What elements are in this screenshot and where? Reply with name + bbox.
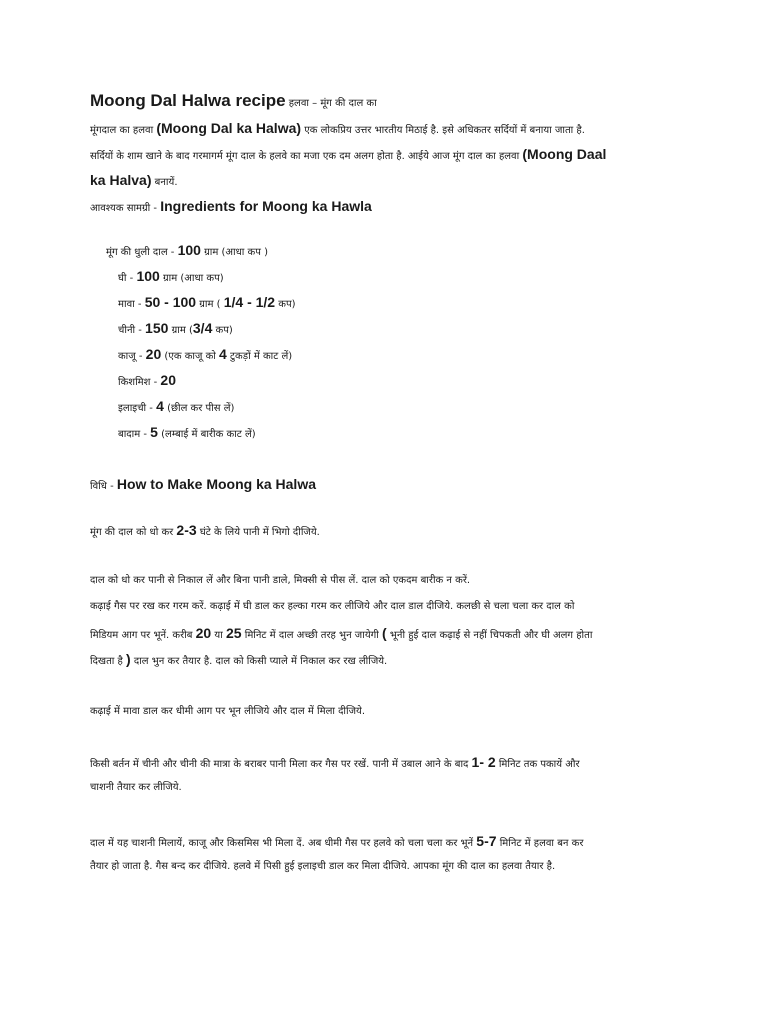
ingredient-unit: कप) (275, 299, 296, 310)
method-text: मिडियम आग पर भूनें. करीब (90, 630, 196, 641)
intro-line-1 (90, 121, 585, 138)
ingredient-qty: 3/4 (192, 320, 213, 336)
method-paren: ( (382, 625, 387, 641)
method-number: 2-3 (176, 522, 197, 538)
method-step-3-cont (90, 626, 592, 643)
method-step-3 (90, 600, 574, 614)
method-step-6 (90, 834, 583, 851)
ingredient-qty: 5 (150, 424, 158, 440)
ingredient-qty: 100 (136, 268, 160, 284)
ingredient-name: चीनी - (118, 325, 146, 336)
intro-english: (Moong Dal ka Halwa) (156, 120, 302, 136)
ingredient-item (118, 269, 224, 286)
ingredient-qty: 150 (145, 320, 169, 336)
method-text: कढ़ाई गैस पर रख कर गरम करें. कढ़ाई में घी डाल कर हल्का गरम कर लीजिये और दाल डाल दीजिये. कलछी से चला चला कर दाल को (90, 601, 575, 612)
method-text: मिनिट तक पकायें और (495, 759, 580, 770)
method-text: किसी बर्तन में चीनी और चीनी की मात्रा के बराबर पानी मिला कर गैस पर रखें. पानी में उबाल आने के बाद (90, 759, 472, 770)
method-text: मिनिट में हलवा बन कर (496, 838, 584, 849)
ingredient-item (118, 347, 292, 364)
ingredient-unit: ग्राम (आधा कप ) (200, 247, 269, 258)
method-step-1 (90, 523, 320, 540)
ingredient-item (118, 399, 234, 416)
method-text: कढ़ाई में मावा डाल कर धीमी आग पर भून लीजिये और दाल में मिला दीजिये. (90, 706, 366, 717)
ingredients-heading-hindi: आवश्यक सामग्री - (90, 203, 161, 214)
ingredient-qty: 4 (219, 346, 227, 362)
intro-english: ka Halva) (90, 172, 152, 188)
ingredient-name: मावा - (118, 299, 145, 310)
ingredient-unit: ग्राम (आधा कप) (159, 273, 224, 284)
ingredient-item (118, 425, 256, 442)
method-number: 20 (195, 625, 212, 641)
ingredient-item (106, 243, 268, 260)
intro-text: मूंगदाल का हलवा (90, 125, 157, 136)
ingredient-unit: (एक काजू को (161, 351, 220, 362)
intro-english: (Moong Daal (522, 146, 607, 162)
method-text: चाशनी तैयार कर लीजिये. (90, 782, 182, 793)
method-text: मिनिट में दाल अच्छी तरह भुन जायेगी (241, 630, 383, 641)
intro-line-2 (90, 147, 606, 164)
method-step-5-cont (90, 781, 182, 795)
title-english: Moong Dal Halwa recipe (90, 91, 286, 110)
ingredient-unit: ग्राम ( (168, 325, 193, 336)
method-text: दिखता है (90, 656, 127, 667)
intro-text: बनायें. (151, 177, 178, 188)
method-text: मूंग की दाल को धो कर (90, 527, 177, 538)
method-step-6-cont (90, 860, 555, 874)
ingredient-item (118, 373, 176, 390)
ingredient-name: घी - (118, 273, 137, 284)
intro-line-3 (90, 173, 178, 190)
ingredient-item (118, 321, 233, 338)
ingredient-qty: 20 (160, 372, 176, 388)
ingredient-unit: कप) (212, 325, 233, 336)
method-text: दाल में यह चाशनी मिलायें, काजू और किसमिस भी मिला दें. अब धीमी गैस पर हलवे को चला चला कर भूनें (90, 838, 477, 849)
ingredient-unit: (छील कर पीस लें) (163, 403, 235, 414)
method-step-4 (90, 705, 365, 719)
ingredients-heading (90, 199, 372, 216)
intro-text: सर्दियों के शाम खाने के बाद गरमागर्म मूंग दाल के हलवे का मजा एक दम अलग होता है. आईये आज मूंग दाल का हलवा (90, 151, 523, 162)
ingredient-name: किशमिश - (118, 377, 161, 388)
title-hindi: हलवा – मूंग की दाल का (288, 98, 377, 109)
ingredient-name: मूंग की धुली दाल - (106, 247, 178, 258)
method-heading-english: How to Make Moong ka Halwa (116, 476, 316, 492)
ingredient-unit: (लम्बाई में बारीक काट लें) (157, 429, 256, 440)
method-number: 1- 2 (471, 754, 496, 770)
method-text: घंटे के लिये पानी में भिगो दीजिये. (196, 527, 320, 538)
ingredients-heading-english: Ingredients for Moong ka Hawla (160, 198, 372, 214)
method-text: दाल भुन कर तैयार है. दाल को किसी प्याले में निकाल कर रख लीजिये. (130, 656, 388, 667)
ingredient-name: बादाम - (118, 429, 151, 440)
ingredient-qty: 50 - 100 (144, 294, 197, 310)
method-text: या (211, 630, 226, 641)
ingredient-name: इलाइची - (118, 403, 157, 414)
intro-text: एक लोकप्रिय उत्तर भारतीय मिठाई है. इसे अधिकतर सर्दियों में बनाया जाता है. (301, 125, 585, 136)
method-text: दाल को धो कर पानी से निकाल लें और बिना पानी डाले, मिक्सी से पीस लें. दाल को एकदम बारीक न करें. (90, 575, 471, 586)
ingredient-unit: ग्राम ( (196, 299, 224, 310)
method-paren: ) (126, 651, 131, 667)
method-heading (90, 477, 316, 494)
method-step-5 (90, 755, 580, 772)
method-step-2 (90, 574, 470, 588)
ingredient-qty: 20 (145, 346, 162, 362)
ingredient-qty: 100 (177, 242, 201, 258)
method-step-3-end (90, 652, 387, 669)
method-heading-hindi: विधि - (90, 481, 117, 492)
ingredient-qty: 4 (156, 398, 164, 414)
recipe-title (90, 91, 377, 111)
method-text: तैयार हो जाता है. गैस बन्द कर दीजिये. हलवे में पिसी हुई इलाइची डाल कर मिला दीजिये. आपका मूंग की दाल का हलवा तैयार है. (90, 861, 556, 872)
ingredient-item (118, 295, 296, 312)
ingredient-name: काजू - (118, 351, 146, 362)
ingredient-qty: 1/4 - 1/2 (223, 294, 276, 310)
ingredient-unit: टुकड़ों में काट लें) (226, 351, 293, 362)
method-number: 5-7 (476, 833, 497, 849)
method-number: 25 (225, 625, 242, 641)
method-text: भूनी हुई दाल कढ़ाई से नहीं चिपकती और घी अलग होता (386, 630, 593, 641)
